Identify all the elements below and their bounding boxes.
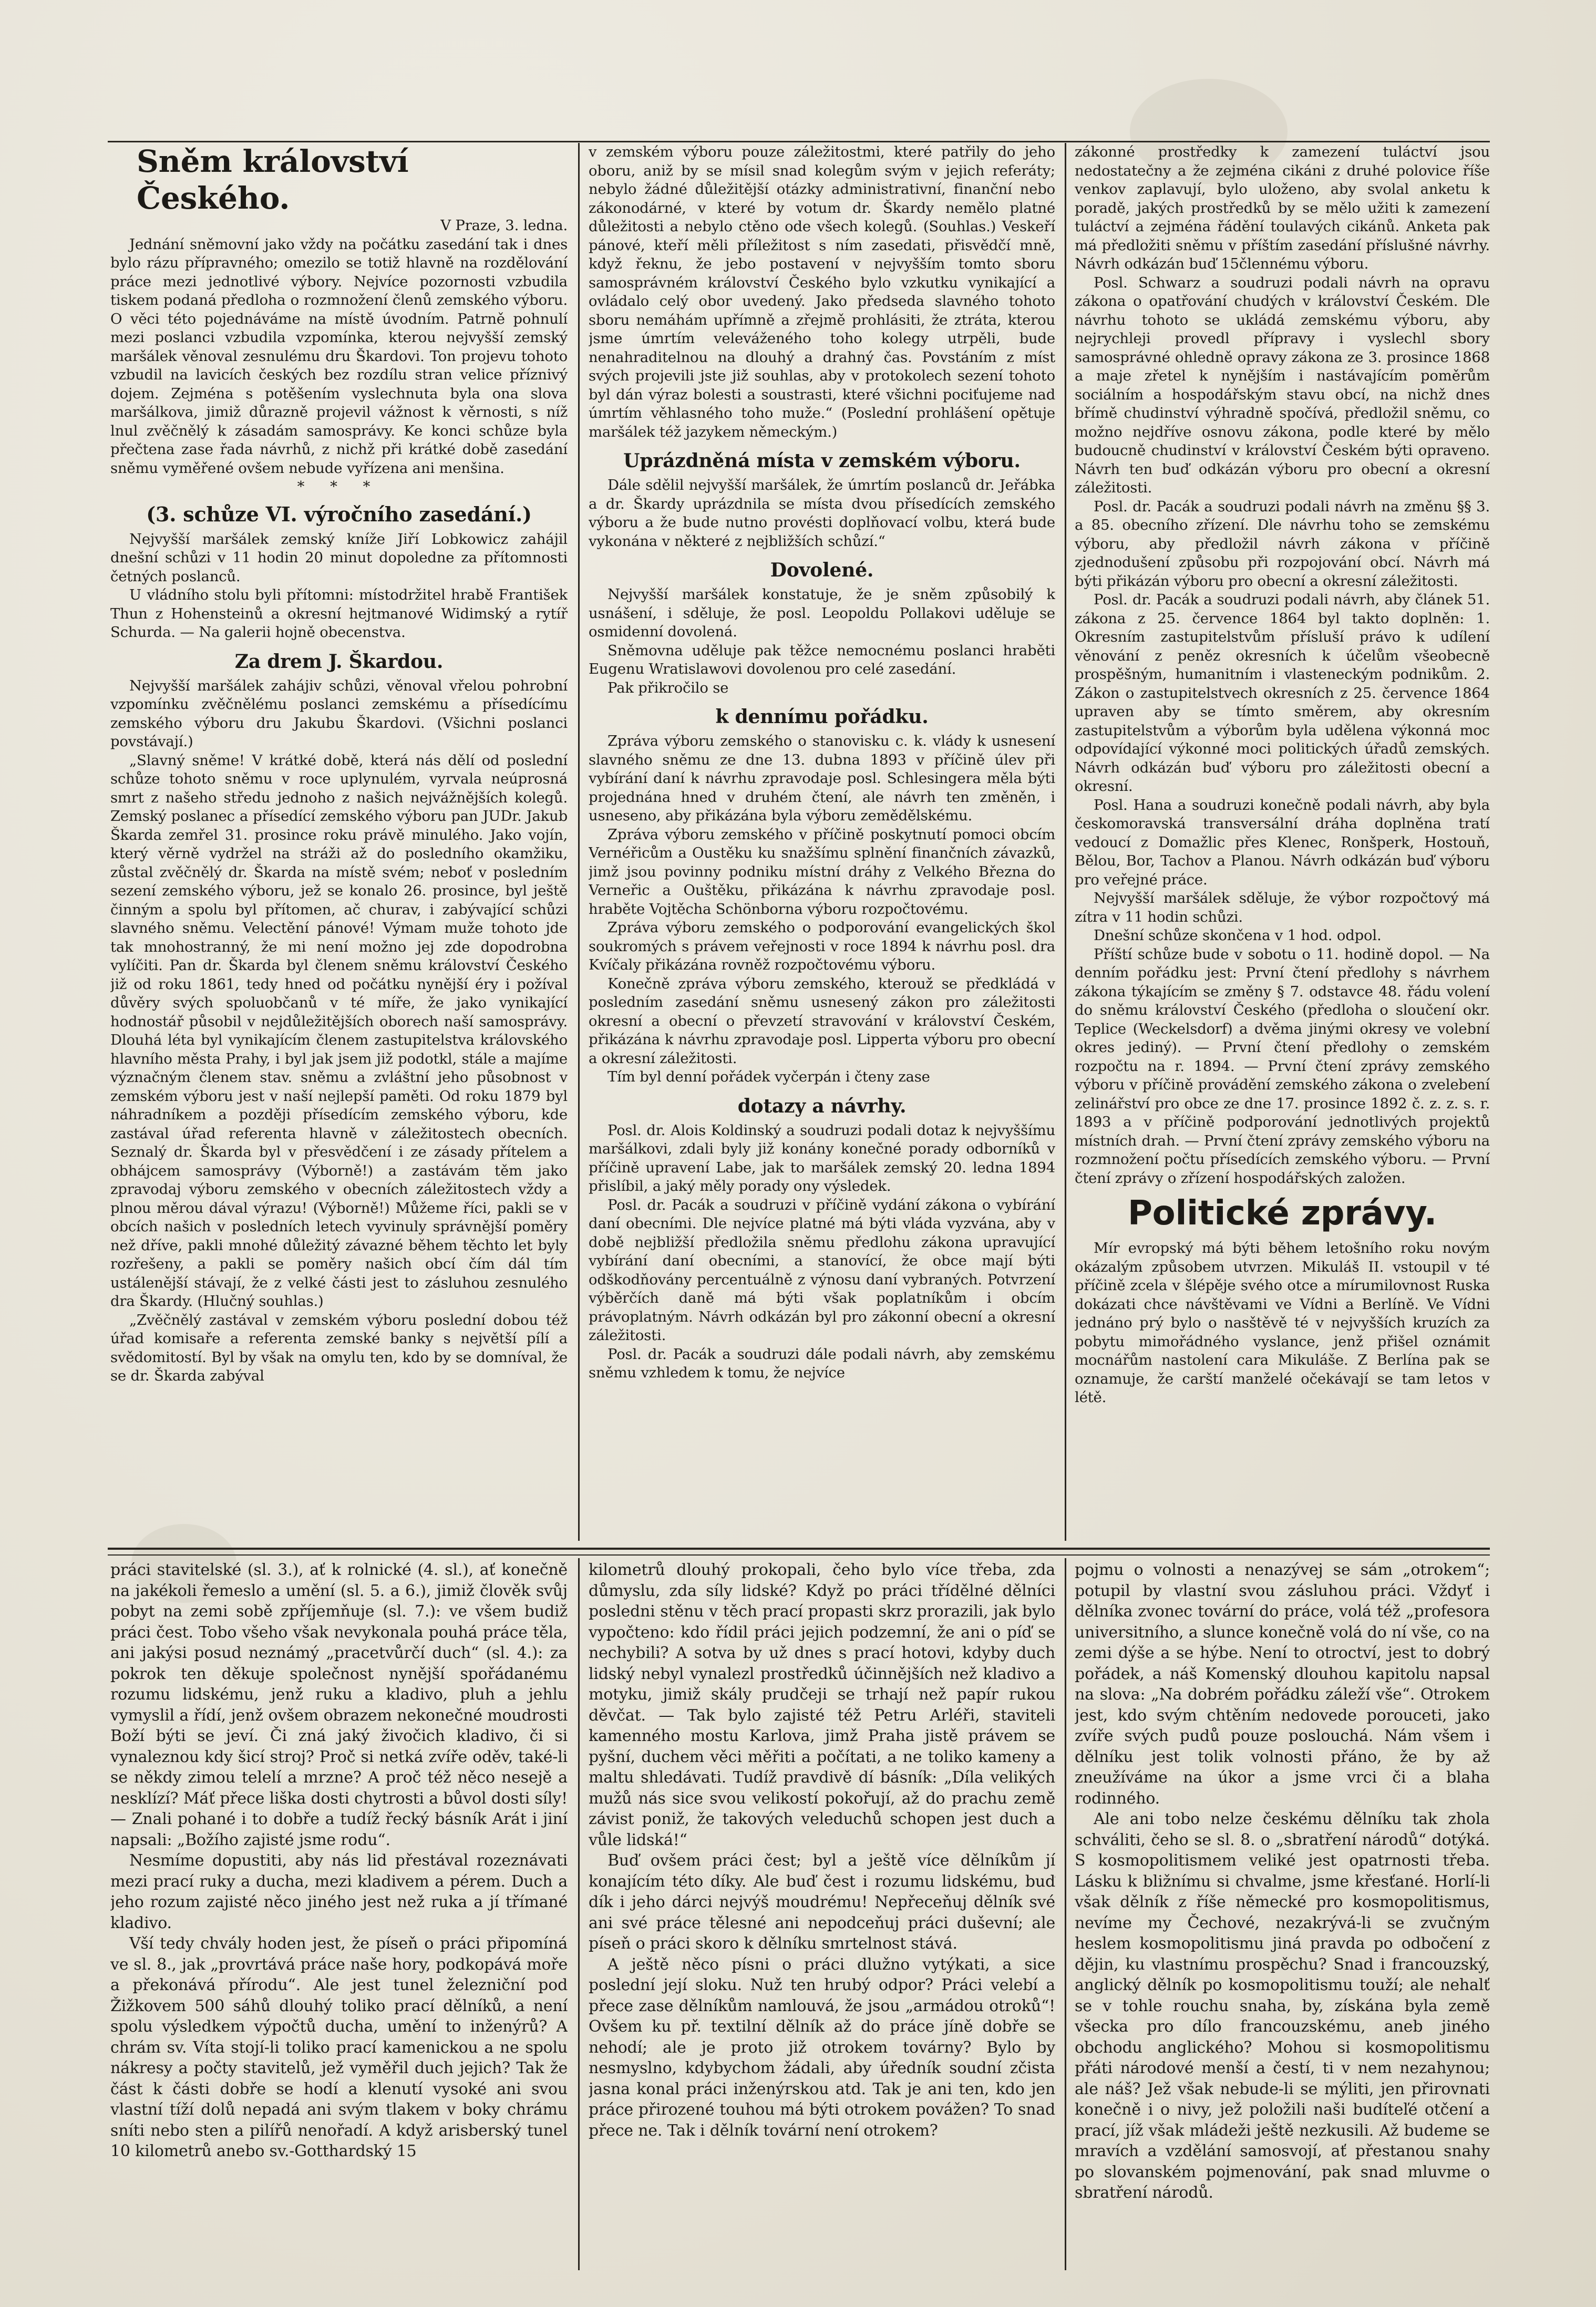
paragraph: Nejvyšší maršálek konstatuje, že je sněm způsobilý k usnášení, i sděluje, že posl. Leopoldu Pollakovi uděluje se osmidenní dovolená. <box>589 586 1055 640</box>
paragraph: Nesmíme dopustiti, aby nás lid přestával rozeznávati mezi prací ruky a ducha, mezi kladivem a pérem. Duch a jeho rozum zajisté něco jiného jest než ruka a jí třímané kladivo. <box>110 1851 568 1932</box>
paragraph: Ale ani tobo nelze českému dělníku tak zhola schváliti, čeho se sl. 8. o „sbratření národů“ dotýká. S kosmopolitismem veliké jest opatrnosti třeba. Lásku k bližnímu si chvalme, jsme křesťané. Horlí-li však dělník z říše německé pro kosmopolitismus, nevíme my Čechové, nezakrývá-li se zvučným heslem kosmopolitismu jiná pravda po odbočení z dějin, ku vlastnímu prospěchu? Snad i francouzský, anglický dělník po kosmopolitismu touží; ale nehalť se v tohle rouchu snaha, by, získána byla země všecka pro dílo francouzskému, aneb jiného obchodu anglického? Mohou si kosmopolitismu přáti národové menší a čestí, ti v nem nezahynou; ale náš? Jež však nebude-li se mýliti, jen přirovnati konečně i o nivy, jež položili naši budíteľé otčení a prací, jíž však mládeži ještě nezkusili. Až budeme se mravích a vzdělání samosvojí, ať přestanou snahy po slovanském pojmenování, pak snad mluvme o sbratření národů. <box>1075 1810 1490 2202</box>
paragraph: Posl. Hana a soudruzi konečně podali návrh, aby byla českomoravská transversální dráha doplněna tratí vedoucí z Domažlic přes Klenec, Ronšperk, Hostouň, Bělou, Bor, Tachov a Planou. Návrh odkázán buď výboru pro veřejné práce. <box>1075 796 1490 888</box>
paragraph: Zpráva výboru zemského o stanovisku c. k. vlády k usnesení slavného sněmu ze dne 13. dubna 1893 v příčině úlev při vybírání daní k návrhu zpravodaje posl. Schlesingera měla býti projednána hned v druhém čtení, ale návrh ten změněn, i usneseno, aby přikázána byla výboru zemědělskému. <box>589 733 1055 824</box>
section-heading-political: Politické zprávy. <box>1127 1194 1437 1233</box>
paragraph: „Zvěčnělý zastával v zemském výboru poslední dobou též úřad komisaře a referenta zemské banky s největší pílí a svědomitostí. Byl by však na omylu ten, kdo by se domníval, že se dr. Škarda zabýval <box>110 1311 568 1384</box>
session-heading: (3. schůze VI. výročního zasedání.) <box>146 502 532 526</box>
column-3 <box>1075 143 1490 1541</box>
paragraph: Zpráva výboru zemského o podporování evangelických škol soukromých s právem veřejnosti v roce 1894 k návrhu posl. dra Kvíčaly přikázána rovněž rozpočtovému výboru. <box>589 919 1055 973</box>
paragraph: práci stavitelské (sl. 3.), ať k rolnické (4. sl.), ať konečně na jakékoli řemeslo a umění (sl. 5. a 6.), jimiž člověk svůj pobyt na zemi sobě zpříjemňuje (sl. 7.): ve všem budiž práci čest. Tobo všeho však nevykonala pouhá práce těla, ani jakýsi posud neznámý „pracetvůrčí duch“ (sl. 4.): za pokrok ten děkuje společnost nynější spořádanému rozumu lidskému, jenž ruku a kladivo, pluh a jehlu vymyslil a řídí, jenž ovšem obrazem nekonečné moudrosti Boží býti se jeví. Či zná jaký živočich kladivo, či si vynaleznou kdy šicí stroj? Proč si netká zvíře oděv, také-li se někdy zimou telelí a mrzne? A proč též něco nesejě a nesklízí? Máť přece liška dosti chytrosti a bůvol dosti síly! — Znali pohané i to dobře a tudíž řecký básník Arát i jiní napsali: „Božího zajisté jsme rodu“. <box>110 1561 568 1849</box>
paragraph: U vládního stolu byli přítomni: místodržitel hrabě František Thun z Hohensteinů a okresní hejtmanové Widimský a rytíř Schurda. — Na galerii hojně obecenstva. <box>110 586 568 641</box>
paragraph: Tím byl denní pořádek vyčerpán i čteny zase <box>607 1068 930 1085</box>
paragraph: zákonné prostředky k zamezení tuláctví jsou nedostatečny a že zejména cikáni z druhé polovice říše venkov zaplavují, bylo uloženo, aby svolal anketu k poradě, jakých prostředků by se mělo užiti k zamezení tuláctví a zejména řádění toulavých cikánů. Anketa pak má předložiti sněmu v příštím zasedání příslušné návrhy. Návrh odkázán buď 15člennému výboru. <box>1075 143 1490 272</box>
paragraph: Dnešní schůze skončena v 1 hod. odpol. <box>1094 927 1382 944</box>
subsection-heading: Za drem J. Škardou. <box>234 650 444 673</box>
article-title: Sněm království Českého. <box>137 143 409 216</box>
feuilleton-column-2 <box>589 1560 1055 2269</box>
paragraph: Dále sdělil nejvyšší maršálek, že úmrtím poslanců dr. Jeřábka a dr. Škardy uprázdnila se místa dvou přísedících zemského výboru a že bude nutno provésti doplňovací volbu, která bude vykonána v některé z nejbližších schůzí.“ <box>589 477 1055 550</box>
paragraph: „Slavný sněme! V krátké době, která nás dělí od poslední schůze tohoto sněmu v roce uplynulém, vyrvala neúprosná smrt z našeho středu jednoho z našich nejvážnějších kolegů. Zemský poslanec a přísedící zemského výboru pan JUDr. Jakub Škarda zemřel 31. prosince roku právě minulého. Jako vojín, který věrně vydržel na stráži až do posledního okamžiku, zůstal zvěčnělý dr. Škarda na místě svém; neboť v posledním sezení zemského výboru, jež se konalo 26. prosince, byl ještě činným a spolu byl přítomen, ač churav, i zabývající schůzi slavného sněmu. Velectění pánové! Výmam muže tohoto jde tak mnohostranný, že mi není možno jej zde dopodrobna vylíčiti. Pan dr. Škarda byl členem sněmu království Českého již od roku 1861, tedy hned od počátku nynější éry i požíval důvěry svých spoluobčanů v té míře, že jako vynikající hodnostář působil v nejdůležitějších oborech naší samosprávy. Dlouhá léta byl vynikajícím členem zastupitelstva královského hlavního města Prahy, i byl jak jsem již podotkl, stále a majíme význačným členem stav. sněmu a zvláštní jeho působnost v zemském výboru jest v naší nejlepší paměti. Od roku 1879 byl náhradníkem a později přísedícím zemského výboru, kde zastával úřad referenta hlavně v záležitostech obecních. Seznalý dr. Škarda byl v přesvědčení i ze zásady přítelem a obhájcem samosprávy (Výborně!) a zastávám těm jako zpravodaj výboru zemského v obecních záležitostech vždy a plnou měrou dával výrazu! (Výborně!) Můžeme říci, pakli se v obcích našich v posledních letech vyvinuly správnější poměry než dříve, pakli mnohé důležitý závazné během těchto let byly rozřešeny, a pakli se poměry našich obcí čím dál tím ustálenější stávají, že z velké části jest to zásluhou zesnulého dra Škardy. (Hlučný souhlas.) <box>110 751 568 1310</box>
column-2 <box>589 143 1055 1541</box>
paragraph: Vší tedy chvály hoden jest, že píseň o práci připomíná ve sl. 8., jak „provrtává práce naše hory, podkopává moře a překonává přírodu“. Ale jest tunel železniční pod Žižkovem 500 sáhů dlouhý toliko prací dělníků, a není spolu výsledkem výpočtů ducha, umění to inženýrů? A chrám sv. Víta stojí-li toliko prací kamenickou a ne spolu nákresy a počty stavitelů, jež vyměřil duch jejich? Tak že část k části dobře se hodí a klenutí vysoké ani svou vlastní tíží dolů nepadá ani svým tlakem v boky chrámu sníti nebo sten a pilířů nenořadí. A když arisberský tunel 10 kilometrů anebo sv.-Gotthardský 15 <box>110 1934 568 2160</box>
paragraph: Nejvyšší maršálek zemský kníže Jiří Lobkowicz zahájil dnešní schůzi v 11 hodin 20 minut dopoledne za přítomnosti četných poslanců. <box>110 530 568 585</box>
paragraph: Konečně zpráva výboru zemského, kterouž se předkládá v posledním zasedání sněmu usnesený zákon pro záležitosti okresní a obecní o převzetí stravování v království Českém, přikázána k návrhu zpravodaje posl. Lipperta výboru pro obecní a okresní záležitosti. <box>589 975 1055 1067</box>
paragraph: A ještě něco písni o práci dlužno vytýkati, a sice poslední její sloku. Nuž ten hrubý odpor? Práci velebí a přece zase dělníkům namlouvá, že jsou „armádou otroků“! Ovšem ku př. textilní dělník až do práce jíně dobře se nehodí; ale je proto již otrokem továrny? Bylo by nesmyslno, kdybychom žádali, aby úředník soudní zčista jasna konal práci inženýrskou atd. Tak je ani ten, kdo jen práce přirozené touhou má býti otrokem povážen? To snad přece ne. Tak i dělník tovární není otrokem? <box>589 1955 1055 2140</box>
paragraph: Mír evropský má býti během letošního roku novým okázalým způsobem utvrzen. Mikuláš II. vstoupil v té příčině zcela v šlépěje svého otce a mírumilovnost Ruska dokázati chce návštěvami ve Vídni a Berlíně. Ve Vídni jednáno prý bylo o nasštěvě té v nejvyšších kruzích za pobytu mimořádného vyslance, jenž přišel oznámit mocnářům nastolení cara Mikuláše. Z Berlína pak se oznamuje, že carští manželé očekávají se tam letos v létě. <box>1075 1240 1490 1406</box>
top-rule <box>108 141 1490 142</box>
paragraph: Pak přikročilo se <box>607 679 729 696</box>
paragraph: Nejvyšší maršálek sděluje, že výbor rozpočtový má zítra v 11 hodin schůzi. <box>1075 890 1490 925</box>
paragraph: v zemském výboru pouze záležitostmi, které patřily do jeho oboru, aniž by se mísil snad kolegům svým v jejich referáty; nebylo žádné důležitější otázky administrativní, finanční nebo zákonodárné, v které by votum dr. Škardy nemělo platné důležitosti a nebylo ctěno ode všech kolegů. (Souhlas.) Veskeří pánové, kteří měli příležitost s ním zasedati, přisvědčí mně, když řeknu, že jebo postavení v nejvyšším tomto sboru samosprávném království Českého bylo vzkutku vynikající a ovládalo celý obor uvedený. Jako předseda slavného tohoto sboru nemáhám upřímně a zřejmě prohlásiti, že ztráta, kterou jsme úmrtím veleváženého toho kolegy utrpěli, bude nenahraditelnou na dlouhý a drahný čas. Povstáním z míst svých projevili jste již souhlas, aby v protokolech sezení tohoto byl dán výraz bolesti a soustrasti, které všichni pociťujeme nad úmrtím věhlasného toho muže.“ (Poslední prohlášení opětuje maršálek též jazykem německým.) <box>589 143 1055 440</box>
section-heading: dotazy a návrhy. <box>737 1095 907 1117</box>
column-divider <box>1065 143 1066 1541</box>
paragraph: Příští schůze bude v sobotu o 11. hodině dopol. — Na denním pořádku jest: První čtení předlohy s návrhem zákona týkajícím se změny § 7. odstavce 48. řádu volení do sněmu království Českého (předloha o sloučení okr. Teplice (Weckelsdorf) a dvěma jinými okresy ve volební okres jediný). — První čtení předlohy o zemském rozpočtu na r. 1894. — První čtení zprávy zemského výboru v příčině provádění zemského zákona o zvelebení zelinářství pro obce ze dne 17. prosince 1892 č. z. z. s. r. 1893 a v příčině podporování jednotlivých projektů místních drah. — První čtení zprávy zemského výboru na rozmnožení počtu přísedících zemského výboru. — První čtení zprávy o zřízení hospodářských založen. <box>1075 945 1490 1187</box>
column-divider <box>1065 1558 1066 2270</box>
feuilleton-rule <box>108 1548 1490 1550</box>
paragraph: Posl. Schwarz a soudruzi podali návrh na opravu zákona o opatřování chudých v království Českém. Dle návrhu tohoto se ukládá zemskému výboru, aby nejrychleji provedl přípravy i vyslechl sbory samosprávné ohledně opravy zákona ze 3. prosince 1868 a maje zřetel k nynějším i nastávajícím poměrům sociálním a hospodářským stavu obcí, na nichž dnes břímě chudinství výhradně spočívá, předložil sněmu, co možno nejdříve osnovu zákona, podle které by mělo budoucně chudinství v království Českém býti opraveno. Návrh ten buď odkázán výboru pro obecní a okresní záležitosti. <box>1075 274 1490 496</box>
section-heading: Uprázdněná místa v zemském výboru. <box>623 450 1021 472</box>
paragraph: Posl. dr. Pacák a soudruzi podali návrh na změnu §§ 3. a 85. obecního zřízení. Dle návrhu toho se zemskému výboru, aby předložil návrh zákona v příčině zjednodušení způsobu při rozpojování obcí. Návrh má býti přikázán výboru pro obecní a okresní záležitosti. <box>1075 498 1490 590</box>
paragraph: Jednání sněmovní jako vždy na počátku zasedání tak i dnes bylo rázu přípravného; omezilo se totiž hlavně na rozdělování práce mezi jednotlivé výbory. Nejvíce pozornosti vzbudila tiskem podaná předloha o rozmnožení členů zemského výboru. O věci této pojednáváme na místě úvodním. Patrně pohnulí mezi poslanci vzbudila vzpomínka, kterou nejvyšší zemský maršálek věnoval zesnulému dru Škardovi. Ton projevu tohoto vzbudil na lavicích českých bez rozdílu stran velice příznivý dojem. Zejména s potěšením vyslechnuta byla ona slova maršálkova, jimiž důrazně projevil vážnost k věrnosti, s níž lnul zvěčnělý k zásadám samosprávy. Ke konci schůze byla přečtena zase řada návrhů, z nichž při krátké době zasedání sněmu vyměřené ovšem nebude vyřízena ani menšina. <box>110 235 568 477</box>
feuilleton-rule-thin <box>108 1554 1490 1556</box>
paragraph: Nejvyšší maršálek zahájiv schůzi, věnoval vřelou pohrobní vzpomínku zvěčnělému poslanci zemskému a přísedícímu zemského výboru dru Jakubu Škardovi. (Všichni poslanci povstávají.) <box>110 677 568 750</box>
dateline: V Praze, 3. ledna. <box>440 217 568 234</box>
section-separator: * * * <box>297 478 381 495</box>
column-divider <box>578 1558 580 2270</box>
paragraph: Zpráva výboru zemského v příčině poskytnutí pomoci obcím Vernéřicům a Oustěku ku snažšímu splnění finančních závazků, jimž jsou povinny podniku místní dráhy z Velkého Března do Verneřic a Ouštěku, přikázána k návrhu zpravodaje posl. hraběte Vojtěcha Schönborna výboru rozpočtovému. <box>589 826 1055 918</box>
paragraph: Posl. dr. Pacák a soudruzi v příčině vydání zákona o vybírání daní obecními. Dle nejvíce platné má býti vláda vyzvána, aby v době nejbližší předložila sněmu předlohu zákona upravující vybírání daní obecními, a stanovící, že obce mají býti odškodňovány percentuálně z výnosu daní vybraných. Potvrzení výběrčích daně má býti však poplatníkům i obcím právoplatným. Návrh odkázán byl pro zákonní obecní a okresní záležitosti. <box>589 1196 1055 1344</box>
feuilleton-column-1 <box>110 1560 568 2269</box>
paragraph: Sněmovna uděluje pak těžce nemocnému poslanci hraběti Eugenu Wratislawovi dovolenou pro celé zasedání. <box>589 642 1055 677</box>
column-1 <box>110 143 568 1541</box>
section-heading: k dennímu pořádku. <box>715 706 929 728</box>
paragraph: kilometrů dlouhý prokopali, čeho bylo více třeba, zda důmyslu, zda síly lidské? Když po práci třídělné dělníci posledni stěnu v těch prací propasti skrz prorazili, jak bylo vypočteno: kdo řídil práci jejich podzemní, že ani o píď se nechybili? A sotva by už dnes s prací hotovi, kdyby duch lidský nebyl vynalezl prostředků účinnějších než kladivo a motyku, jimiž skály prudčeji se trhají než papír rukou děvčat. — Tak bylo zajisté též Petru Arléři, staviteli kamenného mostu Karlova, jimž Praha jistě právem se pyšní, duchem věci měřiti a počítati, a ne toliko kameny a maltu shledávati. Tudíž pravdivě dí básník: „Díla velikých mužů nás sice svou velikostí pokořují, až do prachu země závist poniž, že takových veleduchů schopen jest duch a vůle lidská!“ <box>589 1561 1055 1849</box>
paragraph: Posl. dr. Pacák a soudruzi dále podali návrh, aby zemskému sněmu vzhledem k tomu, že nejvíce <box>589 1345 1055 1381</box>
paragraph: pojmu o volnosti a nenazývej se sám „otrokem“; potupil by vlastní svou zásluhou práci. Vždyť i dělníka zvonec tovární do práce, volá též „profesora universitního, a slunce konečně volá do ní vše, co na zemi dýše a se hýbe. Není to otroctví, jest to dobrý pořádek, a náš Komenský dlouhou kapitolu napsal na slova: „Na dobrém pořádku záleží vše“. Otrokem jest, kdo svým chtěním nedovede porouceti, jako zvíře svých pudů pouze poslouchá. Nám všem i dělníku jest tolik volnosti přáno, že by až zneužíváme na úkor a jsme vrci či a blaha rodinného. <box>1075 1561 1490 1808</box>
paragraph: Posl. dr. Pacák a soudruzi podali návrh, aby článek 51. zákona z 25. července 1864 byl takto doplněn: 1. Okresním zastupitelstvům přísluší právo k udílení věnování z peněz okresních k účelům všeobecně prospěšným, humanitním i vlasteneckým podnikům. 2. Zákon o zastupitelstvech okresních z 25. července 1864 upraven aby se tímto směrem, aby okresním zastupitelstvům a výborům byla udělena výkonná moc odpovídající výkonné moci politických úřadů zemských. Návrh odkázán buď výboru pro záležitosti obecní a okresní. <box>1075 591 1490 795</box>
paragraph: Buď ovšem práci čest; byl a ještě více dělníkům jí konajícím této díky. Ale buď čest i rozumu lidskému, buď dík i jeho dárci nejvýš moudrému! Nepřeceňuj dělník své ani své práce tělesné ani nepodceňuj práci duševní; ale píseň o práci skoro k dělníku smrtelnost stává. <box>589 1851 1055 1953</box>
column-divider <box>578 143 580 1541</box>
paragraph: Posl. dr. Alois Koldinský a soudruzi podali dotaz k nejvyššímu maršálkovi, zdali byly již konány konečné porady odborníků v příčině upravení Labe, jak to maršálek zemský 20. ledna 1894 přislíbil, a jaký měly porady ony výsledek. <box>589 1121 1055 1194</box>
section-heading: Dovolené. <box>770 559 874 581</box>
feuilleton-column-3 <box>1075 1560 1490 2269</box>
